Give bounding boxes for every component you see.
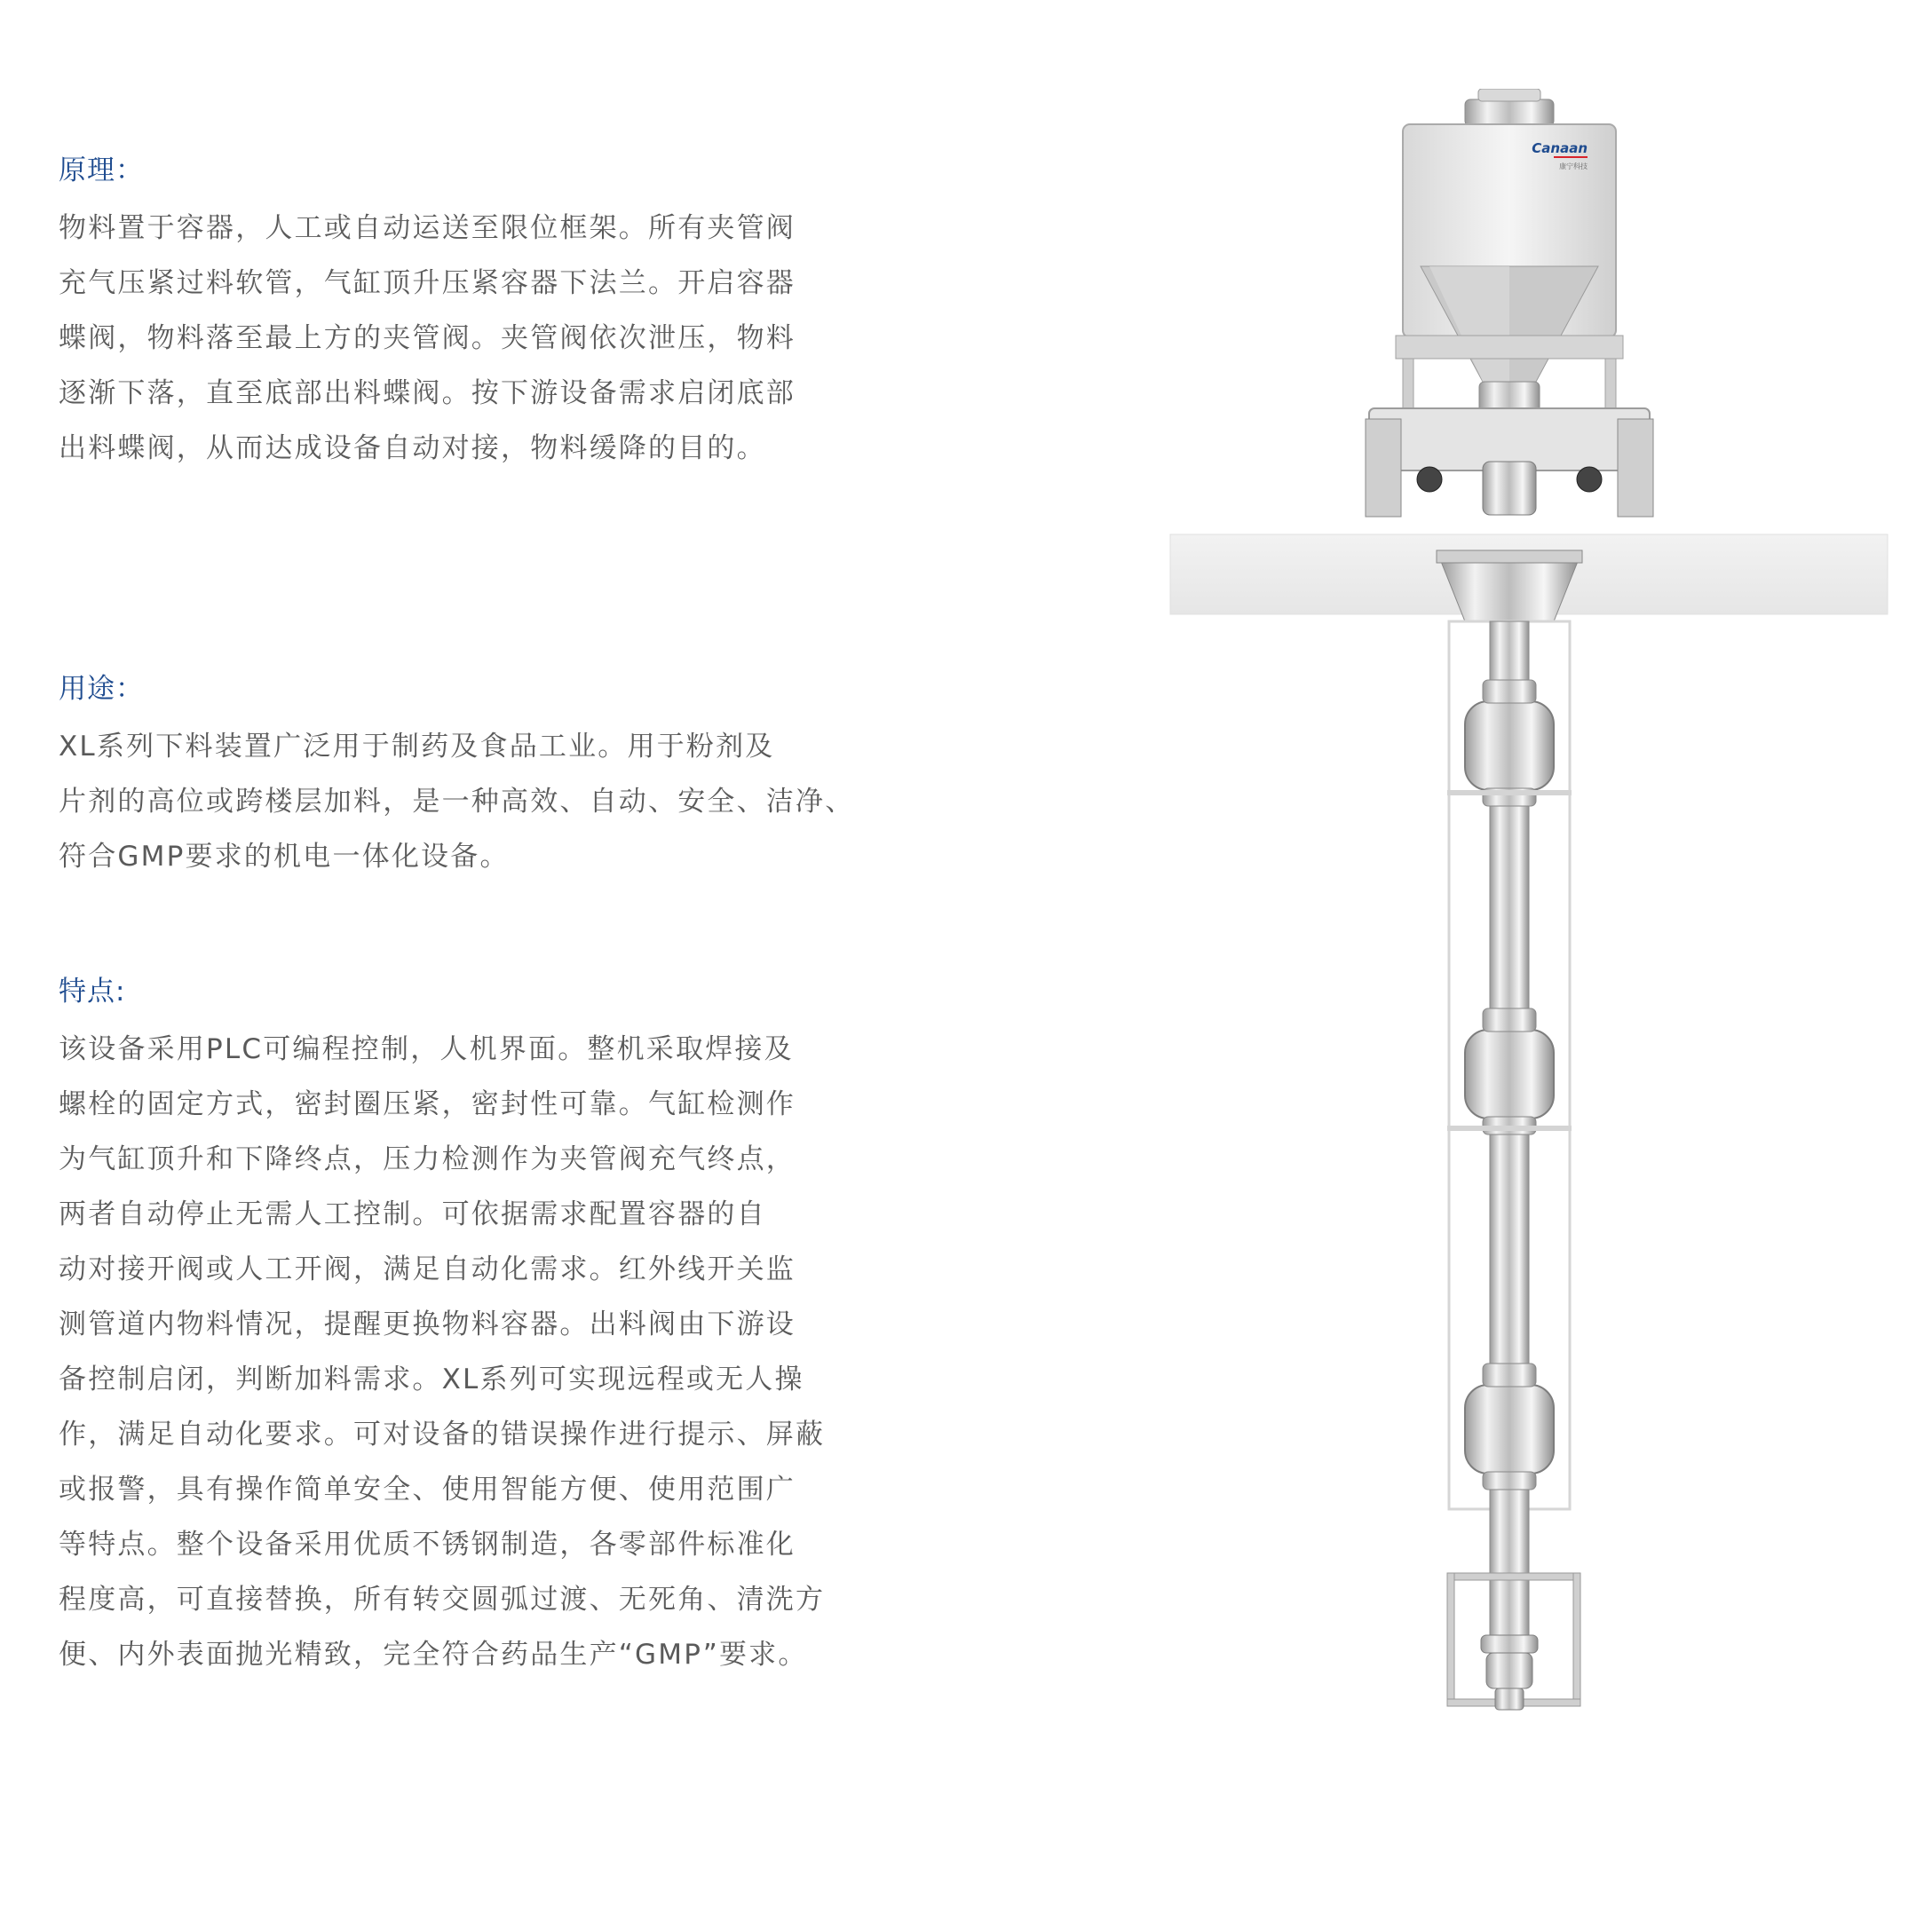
features-line: 或报警，具有操作简单安全、使用智能方便、使用范围广 — [59, 1474, 796, 1506]
features-line: 程度高，可直接替换，所有转交圆弧过渡、无死角、清洗方 — [59, 1584, 826, 1616]
brand-logo: Canaan — [1532, 140, 1588, 156]
usage-line: 片剂的高位或跨楼层加料，是一种高效、自动、安全、洁净、 — [59, 786, 855, 818]
section-principle — [59, 153, 858, 476]
principle-line: 逐渐下落，直至底部出料蝶阀。按下游设备需求启闭底部 — [59, 377, 796, 409]
bottom-bracket — [1447, 1573, 1580, 1580]
features-line: 便、内外表面抛光精致，完全符合药品生产“GMP”要求。 — [59, 1639, 808, 1671]
pinch-valve — [1465, 1008, 1554, 1134]
section-features — [59, 974, 858, 1682]
features-heading: 特点: — [59, 976, 126, 1008]
features-line: 动对接开阀或人工开阀，满足自动化需求。红外线开关监 — [59, 1253, 796, 1285]
discharge-butterfly-valve — [1481, 1635, 1538, 1710]
features-line: 螺栓的固定方式，密封圈压紧，密封性可靠。气缸检测作 — [59, 1088, 796, 1120]
usage-heading: 用途： — [59, 673, 144, 705]
principle-line: 出料蝶阀，从而达成设备自动对接，物料缓降的目的。 — [59, 432, 766, 464]
usage-line: 符合GMP要求的机电一体化设备。 — [59, 841, 510, 873]
brand-logo-sub: 康宁科技 — [1559, 162, 1588, 170]
features-line: 作，满足自动化要求。可对设备的错误操作进行提示、屏蔽 — [59, 1419, 826, 1451]
features-line: 两者自动停止无需人工控制。可依据需求配置容器的自 — [59, 1198, 766, 1230]
equipment-illustration — [1163, 89, 1891, 1740]
features-line: 备控制启闭，判断加料需求。XL系列可实现远程或无人操 — [59, 1364, 804, 1395]
feeder-device-drawing — [1163, 89, 1891, 1740]
usage-line: XL系列下料装置广泛用于制药及食品工业。用于粉剂及 — [59, 731, 775, 763]
principle-line: 蝶阀，物料落至最上方的夹管阀。夹管阀依次泄压，物料 — [59, 322, 796, 354]
floor-funnel — [1440, 559, 1579, 621]
principle-heading: 原理： — [59, 154, 144, 186]
features-line: 测管道内物料情况，提醒更换物料容器。出料阀由下游设 — [59, 1308, 796, 1340]
pinch-valve — [1465, 1364, 1554, 1490]
principle-line: 物料置于容器，人工或自动运送至限位框架。所有夹管阀 — [59, 212, 796, 244]
principle-line: 充气压紧过料软管，气缸顶升压紧容器下法兰。开启容器 — [59, 267, 796, 299]
features-line: 为气缸顶升和下降终点，压力检测作为夹管阀充气终点， — [59, 1143, 796, 1175]
features-line: 该设备采用PLC可编程控制，人机界面。整机采取焊接及 — [59, 1033, 794, 1065]
top-inlet — [1465, 99, 1554, 126]
features-line: 等特点。整个设备采用优质不锈钢制造，各零部件标准化 — [59, 1529, 796, 1561]
section-usage — [59, 671, 858, 884]
pinch-valve — [1465, 680, 1554, 806]
